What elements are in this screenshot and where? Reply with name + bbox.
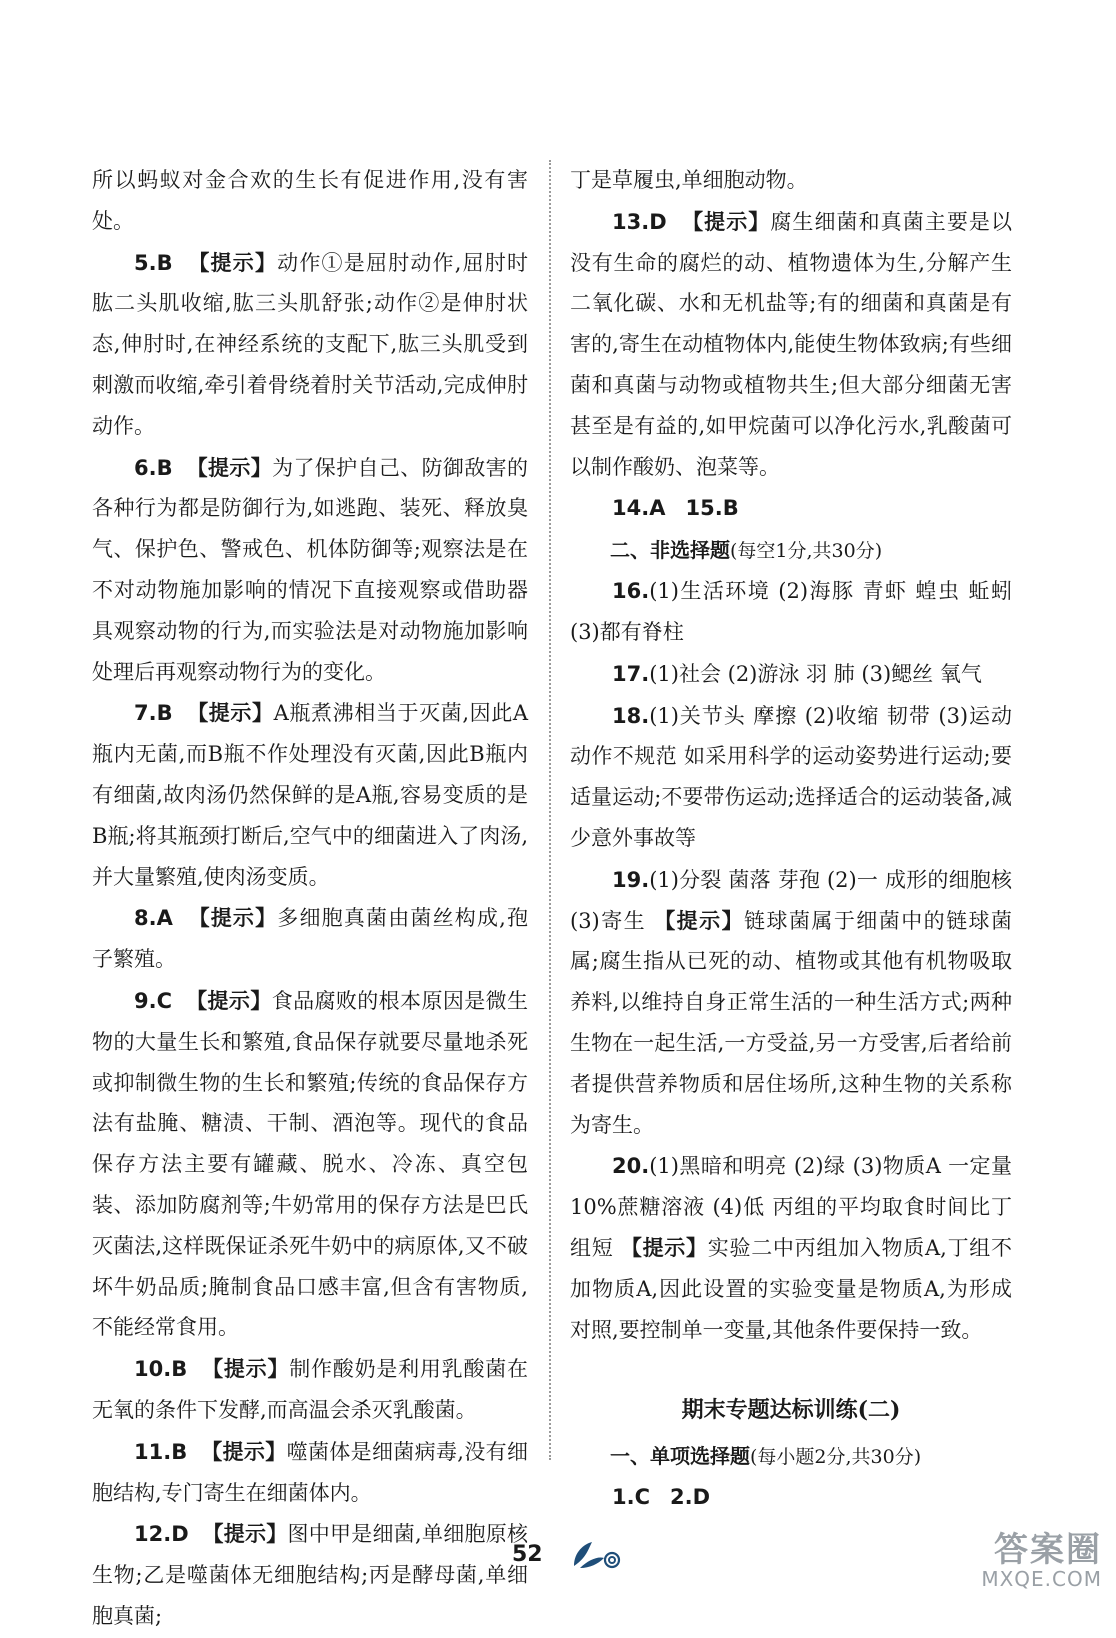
answer-number: 15.B xyxy=(685,496,739,521)
leaf-ornament-icon xyxy=(568,1538,628,1572)
answer-item-19 xyxy=(570,860,1012,1146)
answer-number: 9.C xyxy=(134,988,173,1013)
answer-number: 20. xyxy=(612,1154,650,1179)
page-footer xyxy=(0,1532,1116,1592)
hint-label: 【提示】 xyxy=(201,1438,287,1464)
hint-label: 【提示】 xyxy=(202,1356,290,1382)
answer-item-11 xyxy=(92,1432,528,1514)
answer-text: 链球菌属于细菌中的链球菌属;腐生指从已死的动、植物或其他有机物吸取养料,以维持自身正常生活的一种生活方式;两种生物在一起生活,一方受益,另一方受害,后者给前者提供营养物质和居住场所,这种生物的关系称为寄生。 xyxy=(570,908,1013,1137)
watermark-main: 答案圈 xyxy=(994,1530,1102,1570)
left-column xyxy=(92,160,528,1638)
answer-text: (1)社会 (2)游泳 羽 肺 (3)鳃丝 氧气 xyxy=(649,661,982,686)
answer-number: 8.A xyxy=(134,906,173,931)
section-heading-choice xyxy=(570,1436,1012,1477)
hint-label: 【提示】 xyxy=(188,249,278,275)
answer-items-1-2 xyxy=(570,1477,1012,1518)
answer-text: 为了保护自己、防御敌害的各种行为都是防御行为,如逃跑、装死、释放臭气、保护色、警戒色、机体防御等;观察法是在不对动物施加影响的情况下直接观察或借助器具观察动物的行为,而实验法是对动物施加影响处理后再观察动物行为的变化。 xyxy=(92,455,528,684)
answer-item-8 xyxy=(92,898,528,980)
answer-number: 18. xyxy=(612,703,650,728)
answer-number: 1.C xyxy=(612,1485,651,1510)
left-lead-text: 所以蚂蚁对金合欢的生长有促进作用,没有害处。 xyxy=(92,168,528,233)
hint-label: 【提示】 xyxy=(682,208,771,234)
answer-item-9 xyxy=(92,981,528,1348)
section-note: (每空1分,共30分) xyxy=(730,540,883,563)
answer-text: 食品腐败的根本原因是微生物的大量生长和繁殖,食品保存就要尽量地杀死或抑制微生物的生长和繁殖;传统的食品保存方法有盐腌、糖渍、干制、酒泡等。现代的食品保存方法主要有罐藏、脱水、冷冻、真空包装、添加防腐剂等;牛奶常用的保存方法是巴氏灭菌法,这样既保证杀死牛奶中的病原体,又不破坏牛奶品质;腌制食品口感丰富,但含有害物质,不能经常食用。 xyxy=(92,988,529,1340)
answer-item-20 xyxy=(570,1146,1012,1350)
answer-item-13 xyxy=(570,202,1012,488)
answer-number: 19. xyxy=(612,867,650,892)
answer-number: 6.B xyxy=(134,455,173,480)
answer-number: 17. xyxy=(612,661,650,686)
answer-item-16 xyxy=(570,571,1012,653)
hint-label: 【提示】 xyxy=(187,700,274,726)
section-note: (每小题2分,共30分) xyxy=(750,1446,922,1469)
hint-label: 【提示】 xyxy=(186,987,272,1013)
section-title: 一、单项选择题 xyxy=(610,1444,750,1469)
answer-text: 动作①是屈肘动作,屈肘时肱二头肌收缩,肱三头肌舒张;动作②是伸肘状态,伸肘时,在神经系统的支配下,肱三头肌受到刺激而收缩,牵引着骨绕着肘关节活动,完成伸肘动作。 xyxy=(92,250,528,438)
answer-text: (1)分裂 菌落 芽孢 (2)一 成形的细胞核 (3)寄生 xyxy=(570,867,1012,933)
watermark-url: MXQE.COM xyxy=(981,1567,1102,1591)
column-divider xyxy=(549,160,551,1460)
answer-text: 多细胞真菌由菌丝构成,孢子繁殖。 xyxy=(92,906,528,972)
right-lead-text: 丁是草履虫,单细胞动物。 xyxy=(570,168,808,192)
answer-number: 7.B xyxy=(134,701,173,726)
answer-number: 13.D xyxy=(612,209,667,234)
chapter-title: 期末专题达标训练(二) xyxy=(681,1397,901,1424)
answer-item-17 xyxy=(570,654,1012,695)
answer-text: 噬菌体是细菌病毒,没有细胞结构,专门寄生在细菌体内。 xyxy=(92,1439,528,1505)
answer-text: 腐生细菌和真菌主要是以没有生命的腐烂的动、植物遗体为生,分解产生二氧化碳、水和无机盐等;有的细菌和真菌是有害的,寄生在动植物体内,能使生物体致病;有些细菌和真菌与动物或植物共生;但大部分细菌无害甚至是有益的,如甲烷菌可以净化污水,乳酸菌可以制作酸奶、泡菜等。 xyxy=(570,209,1012,479)
answer-text: (1)生活环境 (2)海豚 青虾 蝗虫 蚯蚓 (3)都有脊柱 xyxy=(570,579,1012,644)
page-number: 52 xyxy=(512,1542,543,1567)
answer-text: A瓶煮沸相当于灭菌,因此A瓶内无菌,而B瓶不作处理没有灭菌,因此B瓶内有细菌,故肉汤仍然保鲜的是A瓶,容易变质的是B瓶;将其瓶颈打断后,空气中的细菌进入了肉汤,并大量繁殖,使肉汤变质。 xyxy=(92,701,528,889)
answer-number: 12.D xyxy=(134,1522,189,1547)
hint-label: 【提示】 xyxy=(620,1234,708,1260)
answer-item-6 xyxy=(92,448,528,693)
answer-text: (1)关节头 摩擦 (2)收缩 韧带 (3)运动动作不规范 如采用科学的运动姿势进行运动;要适量运动;不要带伤运动;选择适合的运动装备,减少意外事故等 xyxy=(570,703,1012,850)
section-title: 二、非选择题 xyxy=(610,538,730,563)
answer-number: 5.B xyxy=(134,250,173,275)
answer-number: 11.B xyxy=(134,1439,188,1464)
watermark-logo xyxy=(912,1532,1102,1592)
answer-item-10 xyxy=(92,1349,528,1431)
answer-number: 2.D xyxy=(670,1485,711,1510)
answer-items-14-15 xyxy=(570,488,1012,529)
answer-number: 14.A xyxy=(612,496,666,521)
section-heading-nonchoice xyxy=(570,530,1012,571)
hint-label: 【提示】 xyxy=(202,1521,288,1547)
answer-text: 图中甲是细菌,单细胞原核生物;乙是噬菌体无细胞结构;丙是酵母菌,单细胞真菌; xyxy=(92,1522,528,1628)
answer-number: 10.B xyxy=(134,1357,188,1382)
answer-item-7 xyxy=(92,693,528,897)
answer-text: 实验二中丙组加入物质A,丁组不加物质A,因此设置的实验变量是物质A,为形成对照,要控制单一变量,其他条件要保持一致。 xyxy=(570,1235,1013,1342)
answer-text: 制作酸奶是利用乳酸菌在无氧的条件下发酵,而高温会杀灭乳酸菌。 xyxy=(92,1357,528,1422)
answer-text: (1)黑暗和明亮 (2)绿 (3)物质A 一定量10%蔗糖溶液 (4)低 丙组的平均取食时间比丁组短 xyxy=(570,1154,1012,1260)
hint-label: 【提示】 xyxy=(188,905,278,931)
hint-label: 【提示】 xyxy=(186,454,273,480)
hint-label: 【提示】 xyxy=(654,907,745,933)
answer-item-5 xyxy=(92,243,528,447)
answer-number: 16. xyxy=(612,579,650,604)
answer-item-18 xyxy=(570,696,1012,859)
right-column xyxy=(570,160,1012,1519)
